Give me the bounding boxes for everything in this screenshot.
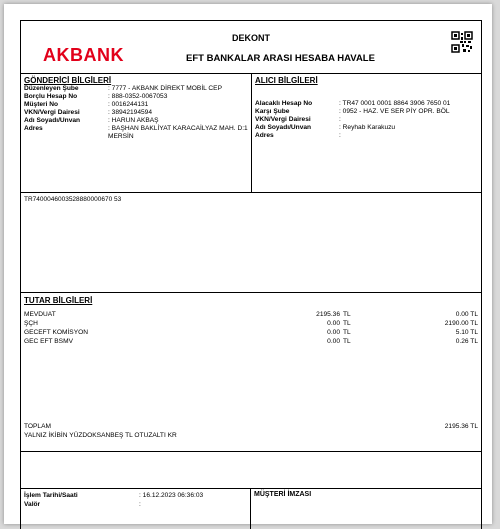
receipt-footer [21,489,481,529]
amount-in-words [24,432,478,439]
total-label: TOPLAM [24,423,51,430]
amount-value: 2195.36 [316,311,340,318]
receiver-title: ALICI BİLGİLERİ [255,76,318,85]
document-title: DEKONT [232,33,270,43]
amount-label: MEVDUAT [24,311,56,318]
receipt [20,20,482,529]
amount-section [21,296,481,452]
valor-label: Valör [24,501,41,508]
amount-row [24,320,478,327]
amount-right-value: 0.00 TL [455,311,478,318]
amount-currency: TL [343,320,351,327]
reference-note [21,193,481,293]
sender-label: Düzenleyen Şube [24,85,79,92]
receiver-label: Alacaklı Hesap No [255,100,313,107]
date-label: İşlem Tarihi/Saati [24,492,78,499]
amount-currency: TL [343,329,351,336]
sender-value: : BAŞHAN BAKLİYAT KARACAİLYAZ MAH. D:1 MERSİN [108,125,248,140]
sender-label: Borçlu Hesap No [24,93,78,100]
amount-row [24,311,478,318]
amount-value: 0.00 [327,320,340,327]
bank-logo: AKBANK [43,45,124,65]
amount-title: TUTAR BİLGİLERİ [24,296,93,305]
amount-value: 0.00 [327,338,340,345]
amount-value: 0.00 [327,329,340,336]
parties-section [21,74,481,193]
receiver-value: : TR47 0001 0001 8864 3906 7650 01 [339,100,451,107]
amount-row [24,329,478,336]
reference-text: TR7400046003528880000670 53 [24,196,122,203]
transaction-type: EFT BANKALAR ARASI HESABA HAVALE [186,53,375,64]
receiver-value: : [339,116,341,123]
amount-right-value: 5.10 TL [455,329,478,336]
signature-title: MÜŞTERİ İMZASI [254,491,312,498]
amount-label: GECEFT KOMİSYON [24,329,88,336]
document-page [4,4,492,524]
amount-currency: TL [343,338,351,345]
sender-label: Müşteri No [24,101,59,108]
receiver-label: Adres [255,132,274,139]
sender-label: Adres [24,125,43,132]
sender-label: VKN/Vergi Dairesi [24,109,80,116]
amount-currency: TL [343,311,351,318]
date-value: : 16.12.2023 06:36:03 [139,492,204,499]
amount-label: GEC EFT BSMV [24,338,73,345]
receiver-label: Adı Soyadı/Unvan [255,124,312,131]
total-row [24,423,478,430]
sender-value: : 7777 - AKBANK DİREKT MOBİL CEP [108,85,222,92]
amount-row [24,338,478,345]
sender-info [21,74,251,192]
receiver-value: : 0952 - HAZ. VE SER PİY OPR. BÖL [339,108,450,115]
receipt-header [21,21,481,74]
sender-value: : HARUN AKBAŞ [108,117,159,124]
receiver-label: Karşı Şube [255,108,290,115]
qr-code-icon [451,31,473,53]
receiver-value: : Reyhab Karakuzu [339,124,396,131]
signature-box [251,489,481,529]
total-value: 2195.36 TL [444,423,478,430]
amount-label: ŞÇH [24,320,38,327]
sender-title: GÖNDERİCİ BİLGİLERİ [24,76,112,85]
blank-area [21,452,481,489]
amount-right-value: 0.26 TL [455,338,478,345]
amount-right-value: 2190.00 TL [444,320,478,327]
valor-value: : [139,501,141,508]
sender-value: : 0016244131 [108,101,149,108]
sender-value: : 38942194594 [108,109,153,116]
sender-value: : 888-0352-0067053 [108,93,168,100]
amount-in-words-text: YALNIZ İKİBİN YÜZDOKSANBEŞ TL OTUZALTI KR [24,432,177,439]
receiver-value: : [339,132,341,139]
receiver-label: VKN/Vergi Dairesi [255,116,311,123]
transaction-dates [21,489,251,529]
sender-label: Adı Soyadı/Unvan [24,117,81,124]
receiver-info [251,74,481,192]
